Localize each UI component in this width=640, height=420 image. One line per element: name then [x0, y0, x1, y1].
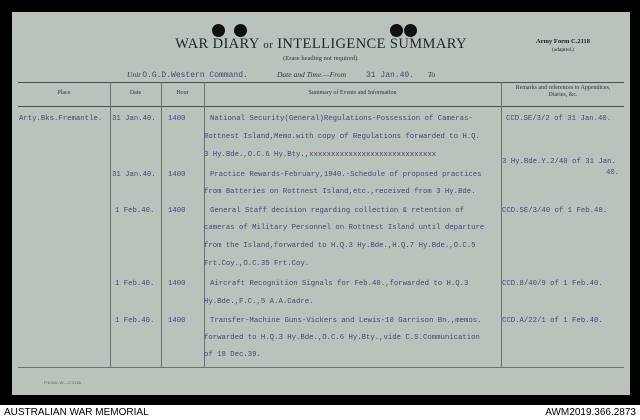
form-subtitle: (Erase heading not required).: [283, 55, 359, 62]
date-time-label: Date and Time.—From: [277, 70, 347, 79]
entry-summary-line: Hy.Bde.,F.C.,5 A.A.Cadre.: [204, 298, 314, 306]
col-place: Place: [57, 90, 71, 96]
col-date: Date: [129, 90, 142, 96]
credit-accession-number: AWM2019.366.2873: [545, 407, 636, 418]
entry-summary-line: [204, 151, 436, 159]
unit-value: O.G.D.Western Command.: [142, 71, 248, 80]
entry-hour: 1400: [168, 280, 186, 288]
from-value: 31 Jan.40.: [365, 71, 414, 80]
army-form-sub: (adapted.): [551, 47, 575, 53]
entry-place: Arty.Bks.Fremantle.: [19, 115, 103, 123]
unit-field: [127, 70, 248, 80]
form-print-code: P.1/41/L.W.—C.2118.: [44, 380, 82, 385]
entry-date: 31 Jan.40.: [112, 171, 156, 179]
to-label: To: [427, 70, 436, 79]
entry-summary-line: from the Island,forwarded to H.Q.3 Hy.Bde.,H.Q.7 Hy.Bde.,O.C.5: [204, 242, 476, 250]
entry-hour: 1400: [168, 115, 186, 123]
entry-summary-text: 3 Hy.Bde.,O.C.6 Hy.Bty.,: [204, 151, 310, 159]
entry-summary-line: General Staff decision regarding collection & retention of: [210, 207, 464, 215]
entry-summary-line: Practice Rewards-February,1940.-Schedule of proposed practices: [210, 171, 482, 179]
entry-date: 1 Feb.40.: [115, 280, 155, 288]
entry-hour: 1400: [168, 317, 186, 325]
title-rest: INTELLIGENCE SUMMARY: [277, 36, 467, 52]
entry-remarks: CCD.SE/3/2 of 31 Jan.40.: [506, 115, 612, 123]
entry-remarks: CCD.SE/3/40 of 1 Feb.40.: [502, 207, 608, 215]
entry-summary-line: Aircraft Recognition Signals for Feb.40.,forwarded to H.Q.3: [210, 280, 469, 288]
title-main: WAR DIARY: [175, 36, 260, 52]
entry-summary-line: forwarded to H.Q.3 Hy.Bde.,O.C.6 Hy.Bty.,vide C.S.Communication: [204, 334, 480, 342]
entry-date: 1 Feb.40.: [115, 317, 155, 325]
entry-remarks: 3 Hy.Bde.Y.2/40 of 31 Jan.: [502, 158, 616, 166]
diary-page: [12, 12, 630, 395]
entry-summary-line: Rottnest Island,Memo.with copy of Regulations forwarded to H.Q.: [204, 133, 480, 141]
entry-hour: 1400: [168, 171, 186, 179]
credit-institution: AUSTRALIAN WAR MEMORIAL: [4, 407, 149, 418]
header-top-rule: [18, 82, 624, 83]
entry-remarks: 40.: [606, 169, 620, 177]
date-time-field: [277, 70, 435, 80]
title-or: or: [263, 39, 274, 51]
entry-summary-line: Frt.Coy.,O.C.35 Frt.Coy.: [204, 260, 310, 268]
army-form-label: [536, 38, 590, 54]
entry-date: 31 Jan.40.: [112, 115, 156, 123]
entry-date: 1 Feb.40.: [115, 207, 155, 215]
col-summary: Summary of Events and Information: [308, 90, 397, 96]
entry-summary-line: from Batteries on Rottnest Island,etc.,received from 3 Hy.Bde.: [204, 188, 476, 196]
column-divider: [161, 82, 162, 367]
unit-label: Unit: [127, 70, 141, 79]
entry-summary-line: National Security(General)Regulations-Possession of Cameras-: [210, 115, 473, 123]
column-divider: [110, 82, 111, 367]
struck-out-text: xxxxxxxxxxxxxxxxxxxxxxxxxxxxx: [309, 151, 437, 159]
col-remarks: Remarks and references to Appendices, Diaries, &c.: [515, 85, 611, 98]
entry-hour: 1400: [168, 207, 186, 215]
entry-summary-line: cameras of Military Personnel on Rottnest Island until departure: [204, 224, 485, 232]
header-bottom-rule: [18, 106, 624, 107]
entry-remarks: CCD.8/40/9 of 1 Feb.40.: [502, 280, 603, 288]
col-hour: Hour: [176, 90, 189, 96]
army-form-number: Army Form C.2118: [536, 38, 590, 45]
table-bottom-rule: [18, 367, 624, 368]
entry-remarks: CCD.A/22/1 of 1 Feb.40.: [502, 317, 603, 325]
entry-summary-line: Transfer-Machine Guns-Vickers and Lewis-10 Garrison Bn.,memos.: [210, 317, 482, 325]
entry-summary-line: of 18 Dec.39.: [204, 351, 261, 359]
